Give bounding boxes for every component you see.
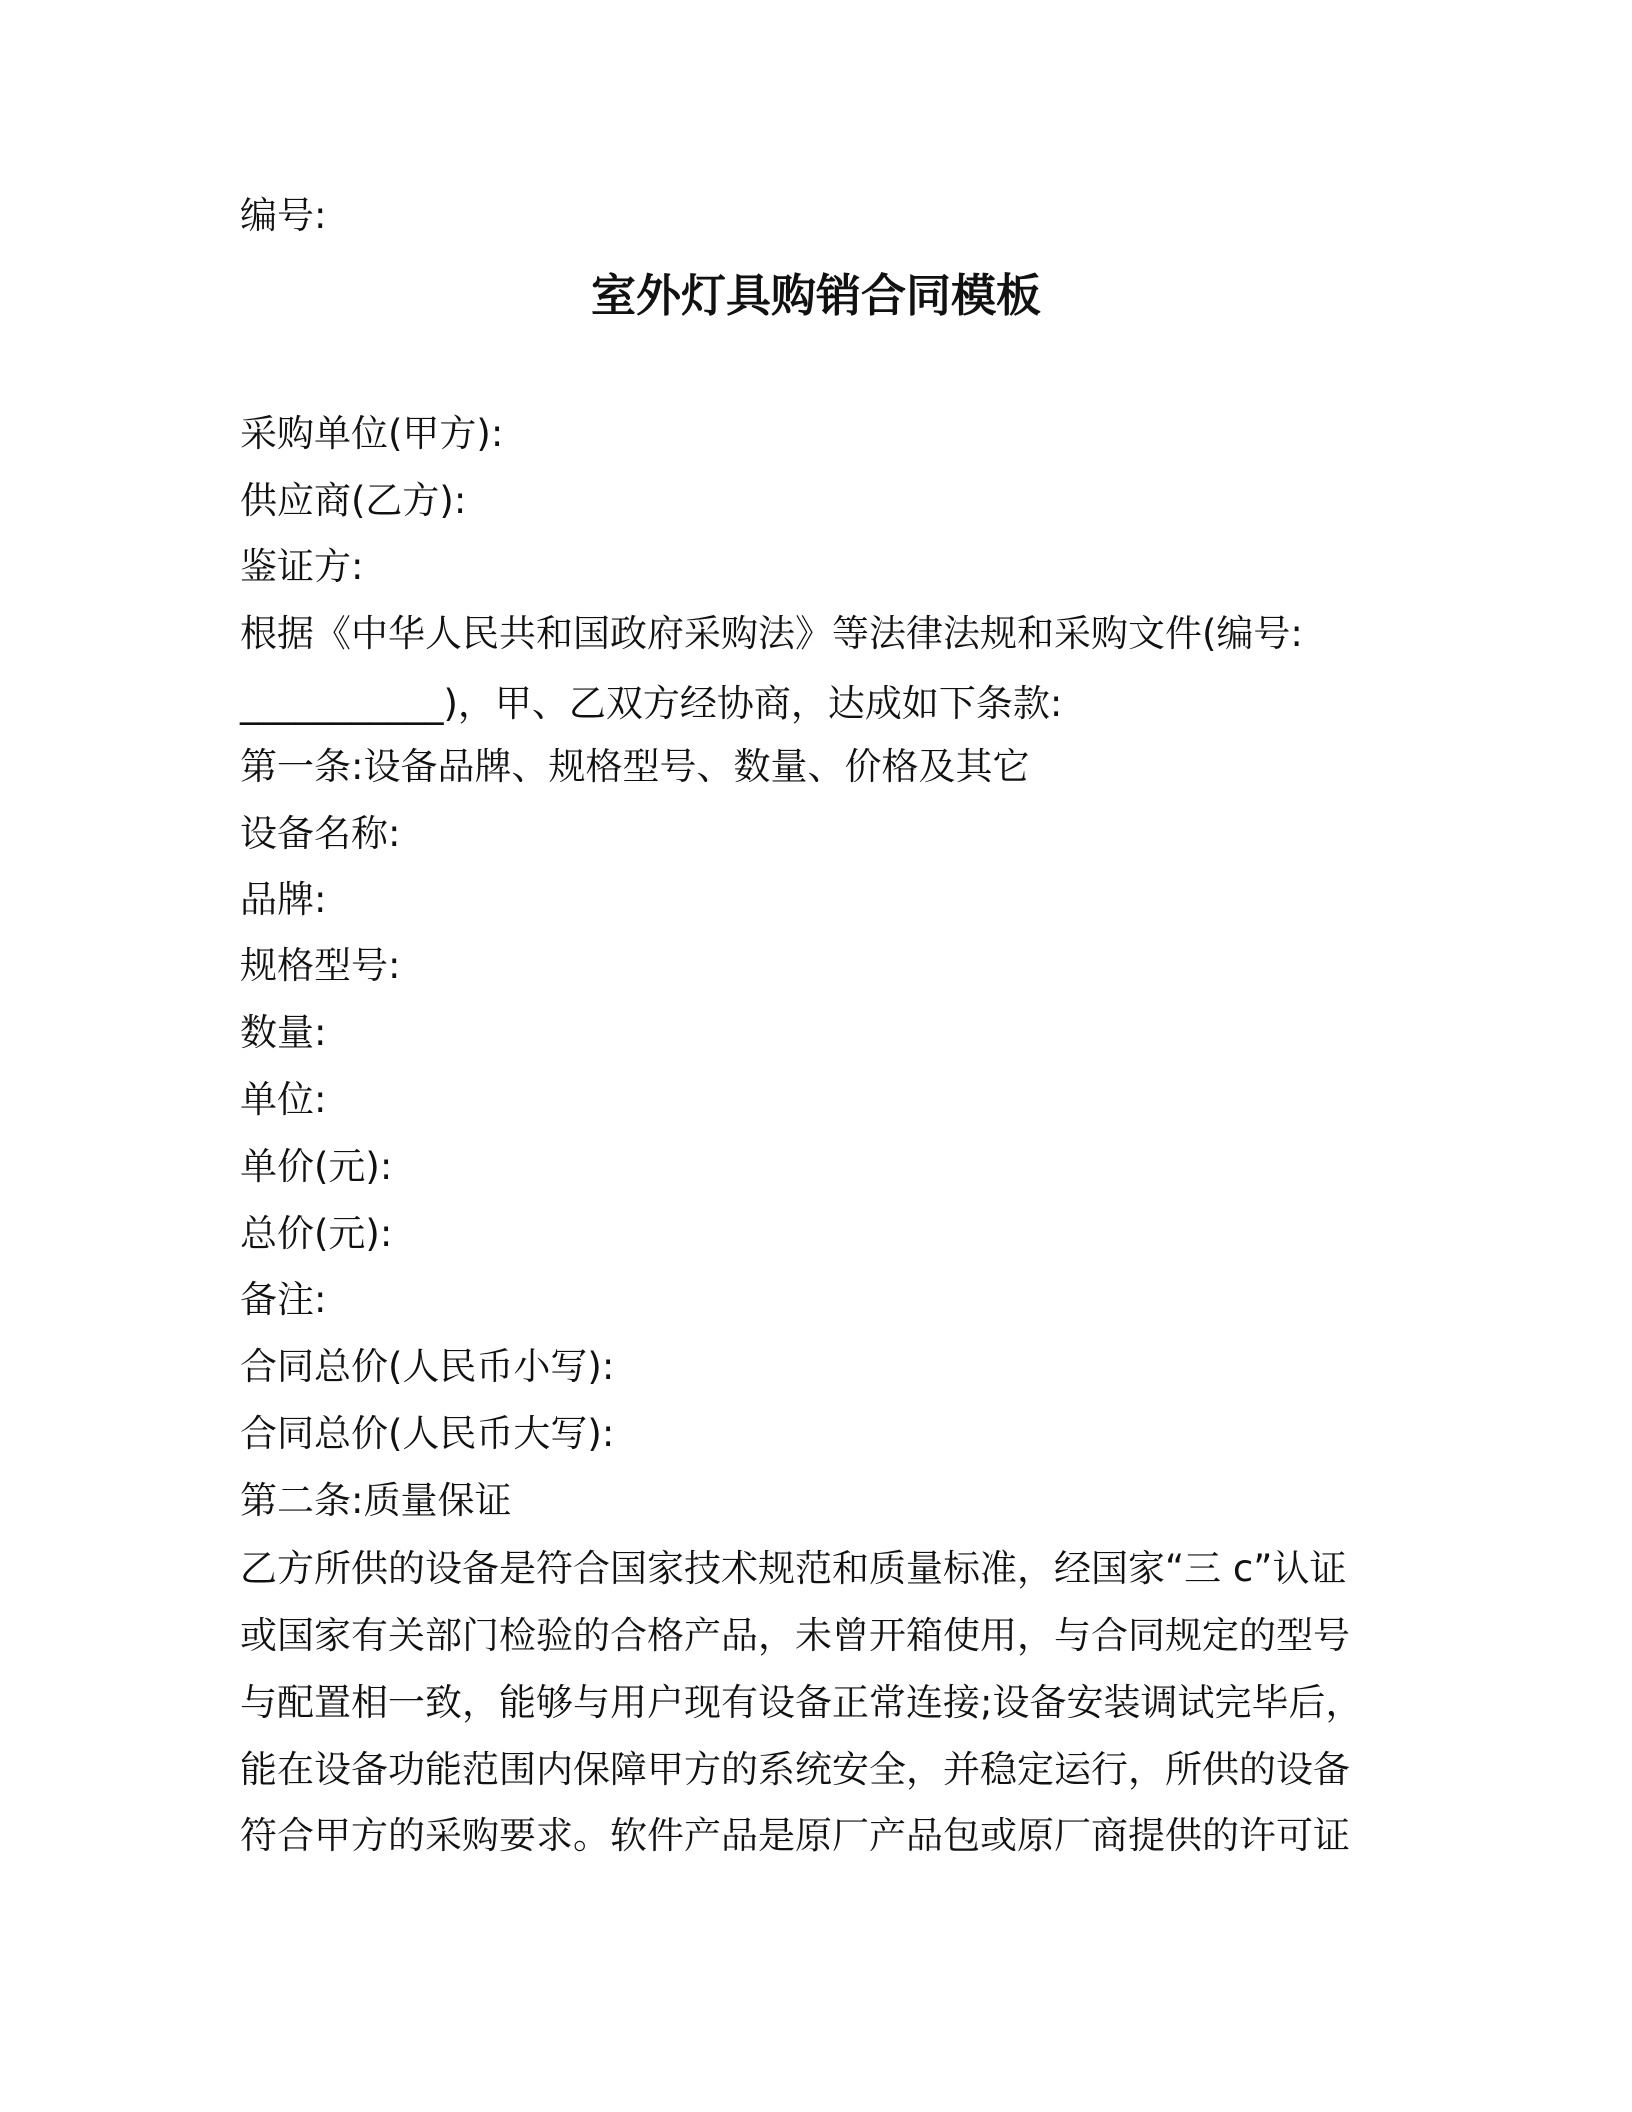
document-title: 室外灯具购销合同模板 xyxy=(590,269,1041,322)
article-2-paragraph-line: 与配置相一致，能够与用户现有设备正常连接;设备安装调试完毕后， xyxy=(240,1681,1363,1724)
preamble-line-2: ___________)，甲、乙双方经协商，达成如下条款: xyxy=(240,682,1063,725)
item-contract-total-numeric: 合同总价(人民币小写): xyxy=(240,1345,615,1388)
item-quantity: 数量: xyxy=(240,1011,327,1054)
field-verifier: 鉴证方: xyxy=(240,545,364,588)
contract-number-label: 编号: xyxy=(240,194,327,237)
article-1-heading: 第一条:设备品牌、规格型号、数量、价格及其它 xyxy=(240,745,1030,788)
article-2-paragraph-line: 乙方所供的设备是符合国家技术规范和质量标准，经国家“三 c”认证 xyxy=(240,1547,1347,1590)
item-device-name: 设备名称: xyxy=(240,812,401,855)
item-unit: 单位: xyxy=(240,1078,327,1121)
field-supplier: 供应商(乙方): xyxy=(240,479,467,522)
article-2-heading: 第二条:质量保证 xyxy=(240,1479,512,1522)
item-total-price: 总价(元): xyxy=(240,1212,393,1255)
article-2-paragraph-line: 能在设备功能范围内保障甲方的系统安全，并稳定运行，所供的设备 xyxy=(240,1748,1350,1791)
preamble-line-1: 根据《中华人民共和国政府采购法》等法律法规和采购文件(编号: xyxy=(240,612,1303,655)
article-2-paragraph-line: 符合甲方的采购要求。软件产品是原厂产品包或原厂商提供的许可证 xyxy=(240,1814,1350,1857)
item-unit-price: 单价(元): xyxy=(240,1145,393,1188)
item-brand: 品牌: xyxy=(240,878,327,921)
item-contract-total-words: 合同总价(人民币大写): xyxy=(240,1412,615,1455)
item-remarks: 备注: xyxy=(240,1278,327,1321)
item-model: 规格型号: xyxy=(240,944,401,987)
field-purchaser: 采购单位(甲方): xyxy=(240,412,504,455)
article-2-paragraph-line: 或国家有关部门检验的合格产品，未曾开箱使用，与合同规定的型号 xyxy=(240,1614,1350,1657)
